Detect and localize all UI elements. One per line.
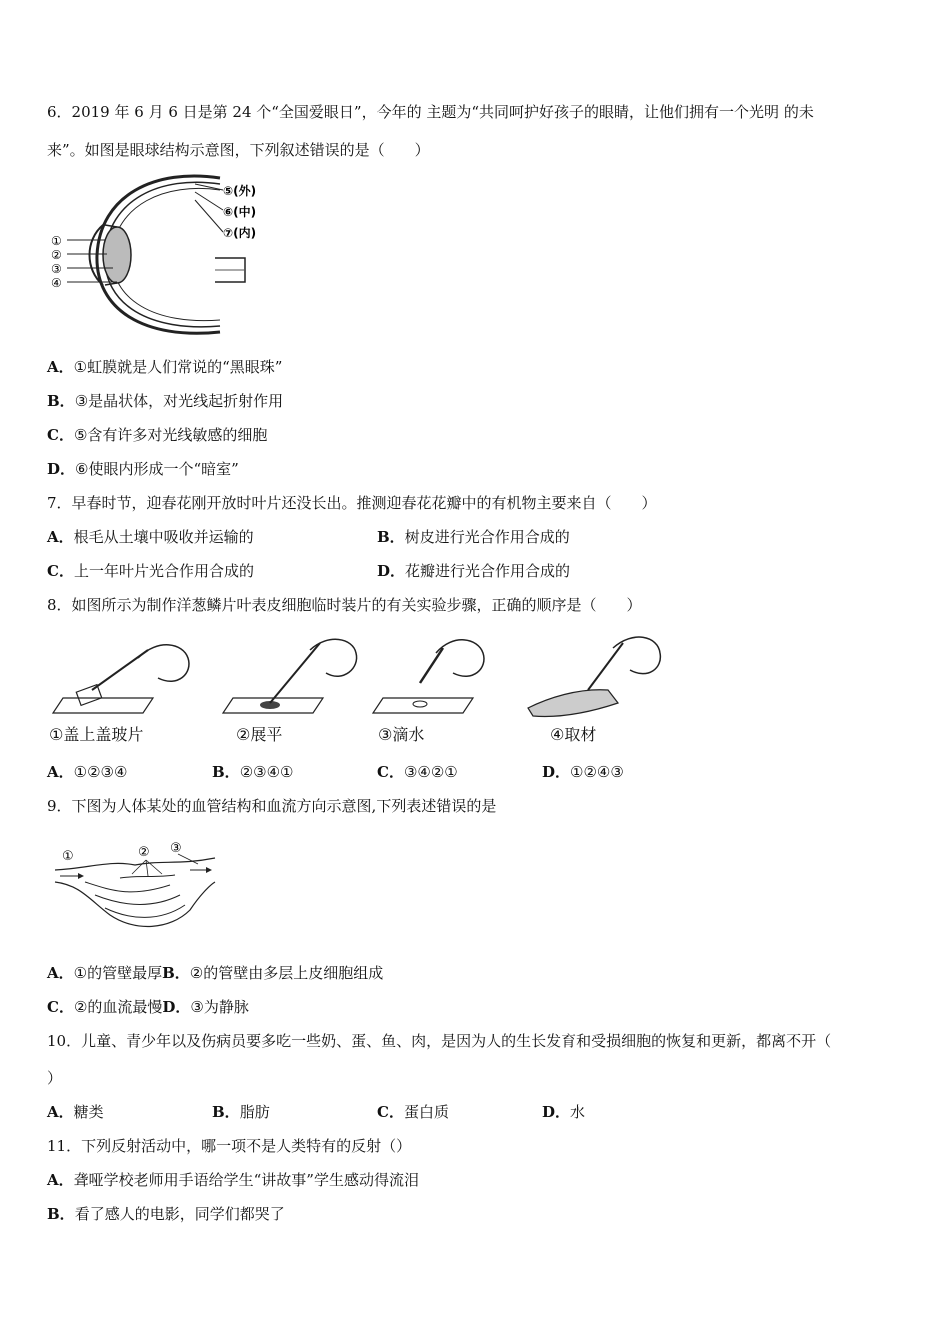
eye-label-1: ①	[51, 234, 62, 248]
step2-illustration	[223, 639, 357, 713]
q6-option-b: B．③是晶状体，对光线起折射作用	[47, 392, 284, 410]
q10-option-b: B．脂肪	[212, 1103, 270, 1121]
eye-label-6: ⑥(中)	[223, 205, 257, 219]
q7-option-b: B．树皮进行光合作用合成的	[377, 528, 570, 546]
step2-caption: ②展平	[236, 725, 283, 744]
eye-label-5: ⑤(外)	[223, 184, 257, 198]
step3-caption: ③滴水	[378, 725, 425, 744]
q7-stem: 7．早春时节，迎春花刚开放时叶片还没长出。推测迎春花花瓣中的有机物主要来自（ ）	[47, 494, 657, 512]
vessel-label-1: ①	[62, 849, 74, 864]
q8-option-c: C．③④②①	[377, 763, 458, 781]
eyeball-diagram	[45, 170, 285, 340]
step1-caption: ①盖上盖玻片	[49, 725, 144, 744]
q10-option-d: D．水	[542, 1103, 586, 1121]
q10-option-a: A．糖类	[47, 1103, 104, 1121]
q8-option-a: A．①②③④	[47, 763, 128, 781]
q6-option-a: A．①虹膜就是人们常说的“黑眼珠”	[47, 358, 283, 376]
q8-option-b: B．②③④①	[212, 763, 294, 781]
eye-label-3: ③	[51, 262, 62, 276]
step1-illustration	[53, 645, 189, 713]
q8-stem: 8．如图所示为制作洋葱鳞片叶表皮细胞临时装片的有关实验步骤，正确的顺序是（ ）	[47, 596, 642, 614]
q6-stem-line2: 来”。如图是眼球结构示意图，下列叙述错误的是（ ）	[47, 141, 430, 159]
q11-stem: 11．下列反射活动中，哪一项不是人类特有的反射（）	[47, 1137, 412, 1155]
step4-illustration	[528, 637, 660, 716]
step4-caption: ④取材	[550, 725, 597, 744]
q11-option-a: A．聋哑学校老师用手语给学生“讲故事”学生感动得流泪	[47, 1171, 419, 1189]
q7-option-c: C．上一年叶片光合作用合成的	[47, 562, 254, 580]
q10-stem-line1: 10．儿童、青少年以及伤病员要多吃一些奶、蛋、鱼、肉，是因为人的生长发育和受损细胞的恢复和更新，都离不开（	[47, 1032, 832, 1050]
q10-stem-line2: ）	[47, 1069, 63, 1087]
q10-option-c: C．蛋白质	[377, 1103, 449, 1121]
eye-label-4: ④	[51, 276, 62, 290]
q8-option-d: D．①②④③	[542, 763, 624, 781]
q9-options-cd: C．②的血流最慢D．③为静脉	[47, 998, 249, 1016]
q6-option-d: D．⑥使眼内形成一个“暗室”	[47, 460, 239, 478]
slide-steps-figure	[48, 628, 668, 718]
eye-label-7: ⑦(内)	[223, 226, 257, 240]
q6-option-c: C．⑤含有许多对光线敏感的细胞	[47, 426, 268, 444]
step3-illustration	[373, 640, 484, 713]
vessel-label-2: ②	[138, 845, 150, 860]
q7-option-d: D．花瓣进行光合作用合成的	[377, 562, 571, 580]
q9-options-ab: A．①的管壁最厚B．②的管壁由多层上皮细胞组成	[47, 964, 384, 982]
q11-option-b: B．看了感人的电影，同学们都哭了	[47, 1205, 285, 1223]
eye-label-2: ②	[51, 248, 62, 262]
q9-stem: 9．下图为人体某处的血管结构和血流方向示意图,下列表述错误的是	[47, 797, 497, 815]
q7-option-a: A．根毛从土壤中吸收并运输的	[47, 528, 254, 546]
blood-vessel-diagram	[50, 840, 220, 940]
q6-stem-line1: 6．2019 年 6 月 6 日是第 24 个“全国爱眼日”，今年的 主题为“共同呵护好孩子的眼睛，让他们拥有一个光明 的未	[47, 103, 814, 121]
vessel-label-3: ③	[170, 841, 182, 856]
